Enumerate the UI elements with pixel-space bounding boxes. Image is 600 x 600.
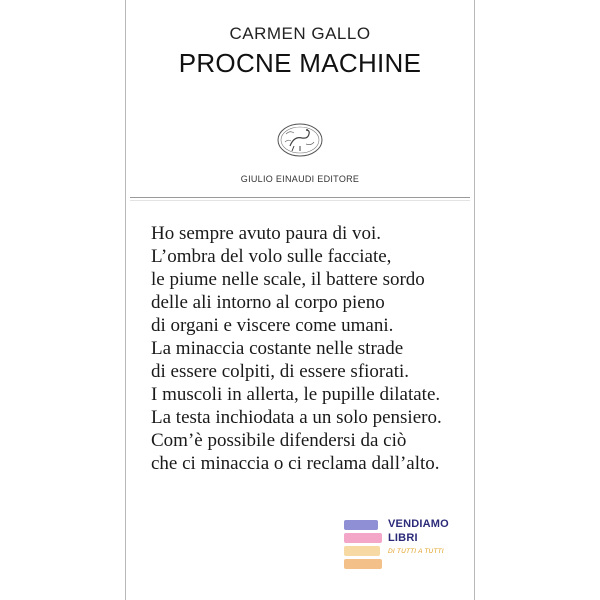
book-title: PROCNE MACHINE xyxy=(178,48,422,78)
poem-line: che ci minaccia o ci reclama dall’alto. xyxy=(151,453,440,474)
book-cover xyxy=(125,0,475,600)
vendiamo-libri-badge xyxy=(344,512,452,578)
badge-line-2: LIBRI xyxy=(388,532,418,544)
poem-line: I muscoli in allerta, le pupille dilatate. xyxy=(151,384,441,405)
poem-line: Ho sempre avuto paura di voi. xyxy=(151,223,382,244)
stack-bar xyxy=(344,559,382,569)
badge-line-1: VENDIAMO xyxy=(388,518,449,530)
author-name: CARMEN GALLO xyxy=(229,24,371,43)
stack-bar xyxy=(344,520,378,530)
poem-line: di organi e viscere come umani. xyxy=(151,315,394,336)
poem-line: La testa inchiodata a un solo pensiero. xyxy=(151,407,442,428)
poem-line: L’ombra del volo sulle facciate, xyxy=(151,246,392,267)
book-stack-icon xyxy=(344,516,384,568)
poem-text xyxy=(151,222,471,475)
divider-shadow xyxy=(130,200,470,201)
divider xyxy=(130,197,470,198)
poem-line: La minaccia costante nelle strade xyxy=(151,338,404,359)
stack-bar xyxy=(344,533,382,543)
poem-line: Com’è possibile difendersi da ciò xyxy=(151,430,407,451)
poem-line: le piume nelle scale, il battere sordo xyxy=(151,269,425,290)
poem-line: di essere colpiti, di essere sfiorati. xyxy=(151,361,410,382)
badge-line-3: DI TUTTI A TUTTI xyxy=(388,548,444,555)
ostrich-emblem-icon xyxy=(276,122,324,158)
stack-bar xyxy=(344,546,380,556)
poem-line: delle ali intorno al corpo pieno xyxy=(151,292,385,313)
publisher-name: GIULIO EINAUDI EDITORE xyxy=(240,174,360,184)
